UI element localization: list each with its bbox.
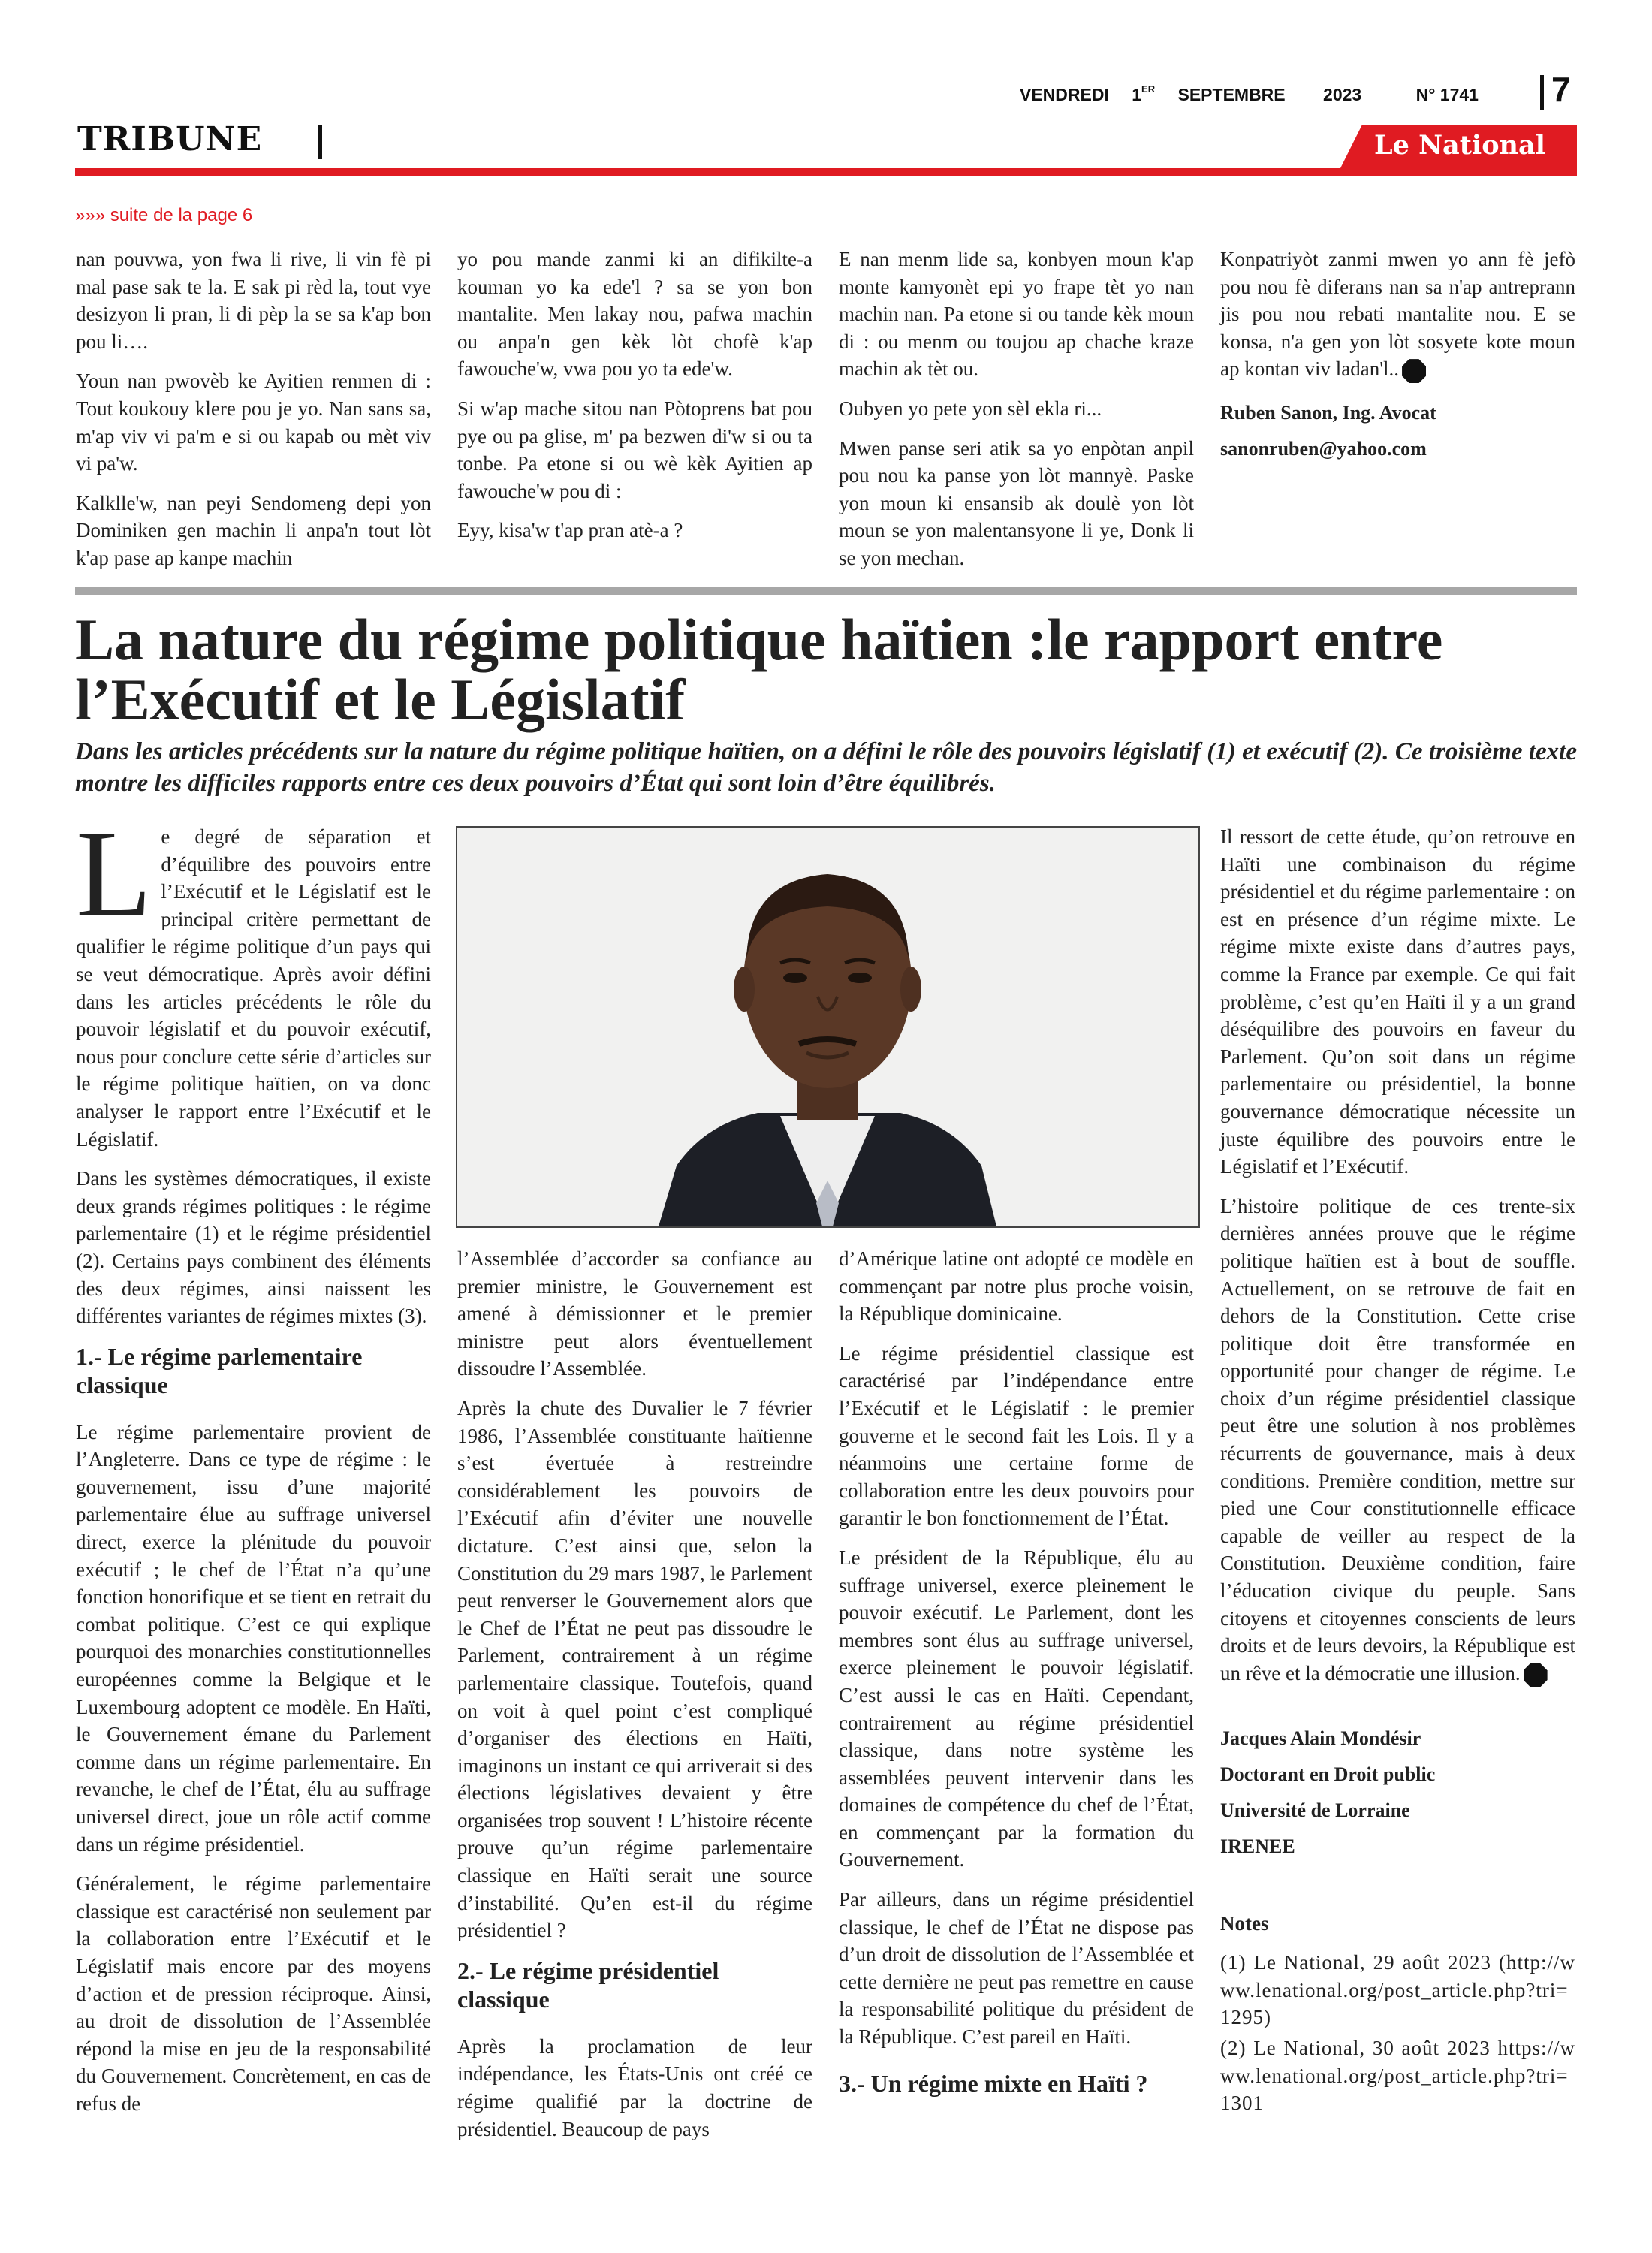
paragraph: Le régime parlementaire provient de l’Angleterre. Dans ce type de régime : le gouvernement, issu d’une majorité parlementaire élue au suffrage universel direct, exerce la plénitude du pouvoir exécutif ; le chef de l’État n’a qu’une fonction honorifique et se tient en retrait du combat politique. C’est ce qui explique pourquoi des monarchies constitutionnelles européennes comme la Belgique et le Luxembourg adoptent ce modèle. En Haïti, le Gouvernement émane du Parlement comme dans un régime parlementaire. En revanche, le chef de l’État, élu au suffrage universel direct, joue un rôle actif comme dans un régime présidentiel. xyxy=(76,1420,431,1856)
notes-heading: Notes xyxy=(1220,1911,1269,1935)
date-day: VENDREDI xyxy=(1020,85,1109,104)
end-of-article-icon xyxy=(1402,359,1426,383)
paragraph xyxy=(76,804,431,1153)
date-num: 1 xyxy=(1132,85,1142,104)
date-year: 2023 xyxy=(1323,85,1362,104)
paragraph: E nan menm lide sa, konbyen moun k'ap monte kamyonèt epi yo frape tèt yo nan machin nan. Pa etone si ou tande kèk moun di : ou menm ou toujou ap chache kraze machin ak tèt ou. xyxy=(839,248,1194,381)
paragraph: l’Assemblée d’accorder sa confiance au premier ministre, le Gouvernement est amené à démissionner et le premier ministre peut alors éventuellement dissoudre l’Assemblée. xyxy=(457,1247,812,1380)
paragraph: Généralement, le régime parlementaire classique est caractérisé non seulement par la collaboration entre l’Exécutif et le Législatif mais encore par des moyens d’action et de pression réciproque. Ainsi, au droit de dissolution de l’Assemblée répond la mise en jeu de la responsabilité du Gouvernement. Concrètement, en cas de refus de xyxy=(76,1872,431,2115)
closing-text: Konpatriyòt zanmi mwen yo ann fè jefò pou nou fè diferans nan sa n'ap antreprann jis pou nou rebati mantalite nou. E se konsa, n'a gen yon lòt sosyete kote moun ap kontan viv ladan'l.. xyxy=(1220,248,1575,381)
article-column-4 xyxy=(1220,823,1575,2129)
page-number-divider xyxy=(1540,75,1544,110)
paragraph: Le président de la République, élu au suffrage universel, exerce pleinement le pouvoir exécutif. Le Parlement, dont les membres sont élus au suffrage universel, exerce pleinement le pouvoir législatif. C’est aussi le cas en Haïti. Cependant, contrairement au régime présidentiel classique, dans notre système les assemblées peuvent intervenir dans les domaines de compétence du chef de l’État, en commençant par la formation du Gouvernement. xyxy=(839,1546,1194,1871)
prev-author-email[interactable]: sanonruben@yahoo.com xyxy=(1220,438,1427,460)
paragraph: Après la chute des Duvalier le 7 février 1986, l’Assemblée constituante haïtienne s’est évertuée à restreindre considérablement les pouvoirs de l’Exécutif afin d’éviter une nouvelle dictature. C’est ainsi que, selon la Constitution du 29 mars 1987, le Parlement peut renverser le Gouvernement alors que le Chef de l’État ne peut pas dissoudre le Parlement, contrairement à un régime parlementaire classique. Toutefois, quand on voit à quel point c’est compliqué d’organiser des élections en Haïti, imaginons un instant ce qui arriverait si des élections législatives devaient y être organisées trop souvent ! L’histoire récente prouve qu’un régime parlementaire classique en Haïti serait une source d’instabilité. Qu’en est-il du régime présidentiel ? xyxy=(457,1396,812,1942)
paragraph: Par ailleurs, dans un régime présidentiel classique, le chef de l’État ne dispose pas d’un droit de dissolution de l’Assemblée et cette dernière ne peut pas remettre en cause la responsabilité politique du président de la République. C’est pareil en Haïti. xyxy=(839,1888,1194,2049)
paragraph: Mwen panse seri atik sa yo enpòtan anpil pou nou ka panse yon lòt mannyè. Paske yon moun ki ensansib ak doulè yon lòt moun se yon malentansyone li ye, Donk li se yon mechan. xyxy=(839,436,1194,569)
paragraph-text: L’histoire politique de ces trente-six dernières années prouve que le régime politique haïtien est à bout de souffle. Actuellement, on se retrouve de fait en dehors de la Constitution. Cette crise politique doit être transformée en opportunité pour changer de régime. Le choix d’un régime présidentiel classique peut être une solution à nos problèmes récurrents de gouvernance, mais à deux conditions. Première condition, mettre sur pied une Cour constitutionnelle efficace capable de veiller au respect de la Constitution. Deuxième condition, faire l’éducation civique du peuple. Sans citoyens et citoyennes conscients de leurs droits et de leurs devoirs, la République est un rêve et la démocratie une illusion. xyxy=(1220,1194,1575,1684)
article-headline: La nature du régime politique haïtien :le rapport entre l’Exécutif et le Législatif xyxy=(75,607,1443,732)
end-of-article-icon xyxy=(1524,1663,1548,1687)
brand-name: Le National xyxy=(1374,130,1545,161)
article-lead: Dans les articles précédents sur la nature du régime politique haïtien, on a défini le rôle des pouvoirs législatif (1) et exécutif (2). Ce troisième texte montre les difficiles rapports entre ces deux pouvoirs d’État qui sont loin d’être équilibrés. xyxy=(75,738,1577,797)
paragraph xyxy=(1220,1193,1575,1687)
drop-cap: L xyxy=(76,804,152,943)
note-item[interactable]: (1) Le National, 29 août 2023 (http://www.lenational.org/post_article.php?tri=1295) xyxy=(1220,1951,1575,2029)
section-divider xyxy=(318,125,322,159)
author-photo xyxy=(456,826,1200,1228)
page-number: 7 xyxy=(1551,70,1571,109)
header-rule xyxy=(75,168,1577,176)
issue-date xyxy=(1020,85,1479,105)
prev-article-column-3 xyxy=(839,246,1194,584)
paragraph: Kalklle'w, nan peyi Sendomeng depi yon Dominiken gen machin li anpa'n tout lòt k'ap pase ap kanpe machin xyxy=(76,491,431,569)
date-month: SEPTEMBRE xyxy=(1177,85,1286,104)
paragraph: Oubyen yo pete yon sèl ekla ri... xyxy=(839,397,1102,420)
note-item[interactable]: (2) Le National, 30 août 2023 https://www.lenational.org/post_article.php?tri=1301 xyxy=(1220,2036,1575,2115)
paragraph: Il ressort de cette étude, qu’on retrouve en Haïti une combinaison du régime présidentiel et du régime parlementaire : on est en présence d’un régime mixte. Le régime mixte existe dans d’autres pays, comme la France par exemple. Ce qui fait problème, c’est qu’en Haïti il y a un grand déséquilibre des pouvoirs en faveur du Parlement. Qu’on soit dans un régime parlementaire ou présidentiel, la bonne gouvernance démocratique nécessite un juste équilibre des pouvoirs entre le Législatif et l’Exécutif. xyxy=(1220,825,1575,1178)
paragraph: yo pou mande zanmi ki an difikilte-a kouman yo ka ede'l ? sa se yon bon mantalite. Men lakay nou, pafwa machin ou anpa'n gen kèk lòt chofè k'ap fawouche'w, vwa pou yo ta ede'w. xyxy=(457,248,812,381)
paragraph: Dans les systèmes démocratiques, il existe deux grands régimes politiques : le régime parlementaire (1) et le régime présidentiel (2). Certains pays combinent des éléments des deux régimes, ainsi naissent les différentes variantes de régimes mixtes (3). xyxy=(76,1167,431,1328)
article-divider xyxy=(75,587,1577,595)
paragraph: Le régime présidentiel classique est caractérisé par l’indépendance entre l’Exécutif et le Législatif : le premier gouverne et le second fait les Lois. Il y a néanmoins une certaine forme de collaboration entre les deux pouvoirs pour garantir le bon fonctionnement de l’État. xyxy=(839,1341,1194,1530)
subheading: 3.- Un régime mixte en Haïti ? xyxy=(839,2069,1148,2097)
article-column-3 xyxy=(839,1245,1194,2117)
prev-author-name: Ruben Sanon, Ing. Avocat xyxy=(1220,402,1436,424)
paragraph xyxy=(1220,246,1575,383)
paragraph: d’Amérique latine ont adopté ce modèle en commençant par notre plus proche voisin, la République dominicaine. xyxy=(839,1247,1194,1326)
author-university: Université de Lorraine xyxy=(1220,1799,1410,1821)
article-column-2 xyxy=(457,1245,812,2155)
author-title: Doctorant en Droit public xyxy=(1220,1763,1436,1785)
subheading: 2.- Le régime présidentiel classique xyxy=(457,1956,719,2013)
date-number xyxy=(1132,85,1155,105)
prev-article-column-2 xyxy=(457,246,812,556)
paragraph: Youn nan pwovèb ke Ayitien renmen di : Tout koukouy klere pou je yo. Nan sans sa, m'ap viv vi pa'm e si ou kapab ou mèt viv vi pa'w. xyxy=(76,369,431,475)
prev-article-column-4 xyxy=(1220,246,1575,467)
paragraph: Après la proclamation de leur indépendance, les États-Unis ont créé ce régime qualifié par la doctrine de présidentiel. Beaucoup de pays xyxy=(457,2034,812,2140)
paragraph-text: e degré de séparation et d’équilibre des pouvoirs entre l’Exécutif et le Législatif est le principal critère permettant de qualifier le régime politique d’un pays qui se veut démocratique. Après avoir défini dans les articles précédents le rôle du pouvoir législatif et du pouvoir exécutif, nous pour conclure cette série d’articles sur le régime politique haïtien, on va donc analyser le rapport entre l’Exécutif et le Législatif. xyxy=(76,825,431,1151)
issue-number: N° 1741 xyxy=(1415,85,1479,104)
article-column-1 xyxy=(76,804,431,2130)
prev-article-column-1 xyxy=(76,246,431,584)
date-sup: ER xyxy=(1141,83,1156,95)
paragraph: Eyy, kisa'w t'ap pran atè-a ? xyxy=(457,519,683,542)
subheading: 1.- Le régime parlementaire classique xyxy=(76,1342,363,1398)
author-name: Jacques Alain Mondésir xyxy=(1220,1727,1421,1749)
continued-from-link[interactable]: »»» suite de la page 6 xyxy=(75,205,253,225)
author-organization: IRENEE xyxy=(1220,1835,1295,1857)
portrait-image xyxy=(457,828,1198,1226)
paragraph: nan pouvwa, yon fwa li rive, li vin fè pi mal pase sak te la. E sak pi rèd la, tout vye desizyon li pran, li di pèp la se sa k'ap bon pou li…. xyxy=(76,248,431,353)
section-title: TRIBUNE xyxy=(77,120,263,158)
paragraph: Si w'ap mache sitou nan Pòtoprens bat pou pye ou pa glise, m' pa bezwen di'w si ou ta tonbe. Pa etone si ou wè kèk Ayitien ap fawouche'w pou di : xyxy=(457,397,812,502)
